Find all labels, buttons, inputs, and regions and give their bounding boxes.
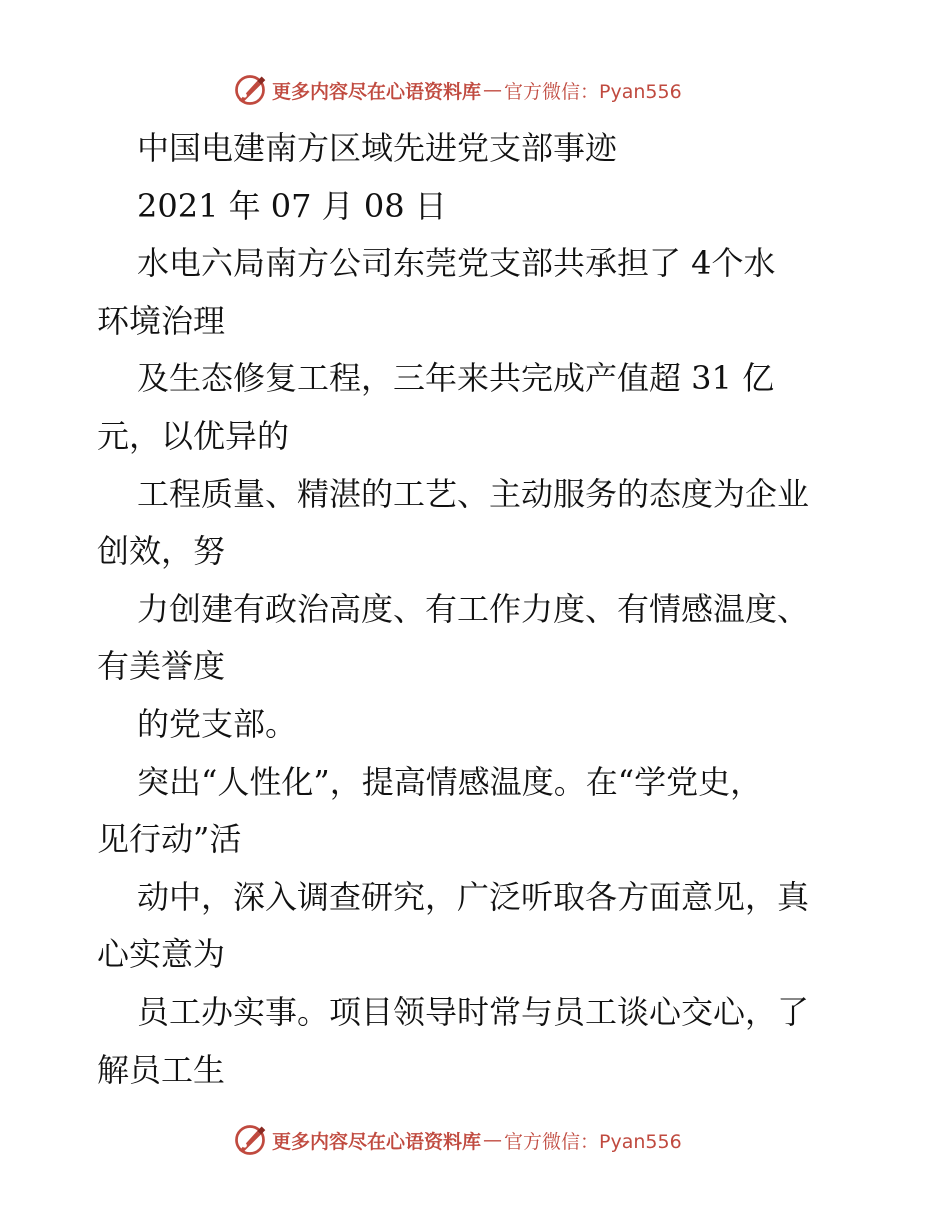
paragraph-line: 有美誉度 <box>97 647 226 686</box>
paragraph-line: 创效，努 <box>97 532 226 571</box>
document-date: 2021 年 07 月 08 日 <box>137 186 447 225</box>
watermark-dash: — <box>483 1129 503 1151</box>
paragraph-line: 工程质量、精湛的工艺、主动服务的态度为企业 <box>137 474 810 513</box>
paragraph-line: 突出“人性化”，提高情感温度。在“学党史， <box>137 762 763 801</box>
watermark-text: 更多内容尽在心语资料库 <box>272 1130 482 1153</box>
pen-logo-icon <box>232 72 268 108</box>
paragraph-line: 水电六局南方公司东莞党支部共承担了 4个水 <box>137 244 776 283</box>
document-body <box>97 120 867 1099</box>
paragraph-line: 心实意为 <box>97 935 226 974</box>
paragraph-line: 的党支部。 <box>137 704 298 743</box>
watermark-account: 官方微信：Pyan556 <box>504 1130 682 1153</box>
watermark-account: 官方微信：Pyan556 <box>504 80 682 103</box>
paragraph-line: 力创建有政治高度、有工作力度、有情感温度、 <box>137 589 810 628</box>
paragraph-line: 环境治理 <box>97 301 226 340</box>
paragraph-line: 元，以优异的 <box>97 416 290 455</box>
paragraph-line: 见行动”活 <box>97 820 242 859</box>
watermark-dash: — <box>483 79 503 101</box>
pen-logo-icon <box>232 1122 268 1158</box>
document-title: 中国电建南方区域先进党支部事迹 <box>137 129 618 167</box>
paragraph-line: 及生态修复工程，三年来共完成产值超 31 亿 <box>137 359 775 398</box>
paragraph-line: 员工办实事。项目领导时常与员工谈心交心，了 <box>137 992 810 1031</box>
paragraph-line: 解员工生 <box>97 1050 226 1089</box>
watermark-header <box>232 70 682 110</box>
paragraph-line: 动中，深入调查研究，广泛听取各方面意见，真 <box>137 877 810 916</box>
watermark-footer <box>232 1120 682 1160</box>
watermark-text: 更多内容尽在心语资料库 <box>272 80 482 103</box>
